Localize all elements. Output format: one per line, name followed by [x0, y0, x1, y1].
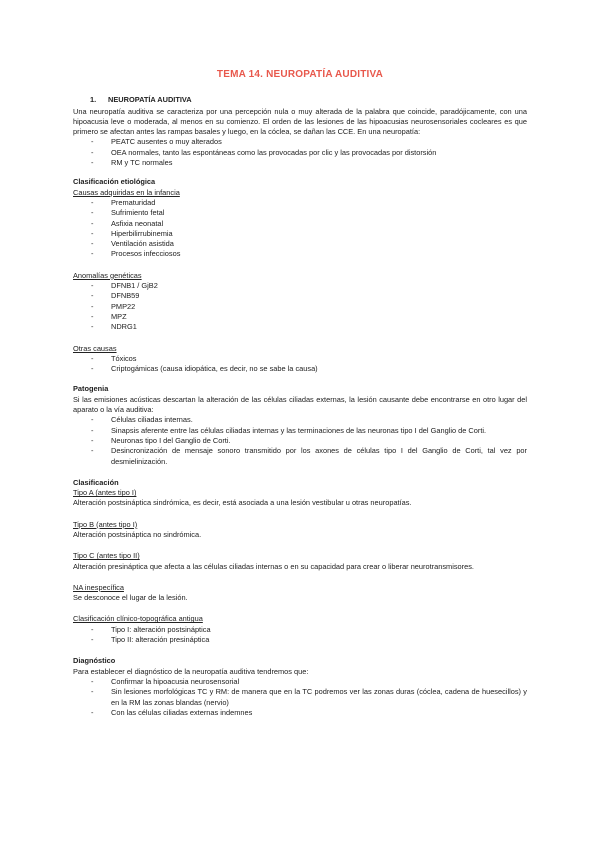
- genetic-list: [73, 281, 527, 332]
- type-b-heading: Tipo B (antes tipo I): [73, 519, 138, 529]
- section-heading: [90, 95, 527, 105]
- list-item: - Prematuridad: [91, 198, 527, 208]
- list-item: - RM y TC normales: [91, 158, 527, 168]
- diagnosis-paragraph: Para establecer el diagnóstico de la neuropatía auditiva tendremos que:: [73, 666, 309, 676]
- list-item: - Asfixia neonatal: [91, 219, 527, 229]
- list-item: - Tipo I: alteración postsináptica: [91, 625, 527, 635]
- list-item: - Procesos infecciosos: [91, 249, 527, 259]
- document-title: TEMA 14. NEUROPATÍA AUDITIVA: [216, 69, 384, 80]
- pathogenesis-list: [73, 415, 527, 466]
- na-heading: NA inespecífica: [73, 582, 124, 592]
- diagnosis-list: [73, 677, 527, 718]
- list-item: - Confirmar la hipoacusia neurosensorial: [91, 677, 527, 687]
- list-item: - NDRG1: [91, 322, 527, 332]
- old-classification-heading: Clasificación clínico-topográfica antigua: [73, 614, 203, 624]
- list-item: - Con las células ciliadas externas indemnes: [91, 708, 527, 718]
- section-number: 1.: [90, 95, 97, 105]
- list-item: - Sinapsis aferente entre las células ciliadas internas y las terminaciones de las neuronas tipo I del Ganglio de Corti.: [91, 426, 527, 436]
- type-b-text: Alteración postsináptica no sindrómica.: [73, 529, 202, 539]
- section-heading-text: NEUROPATÍA AUDITIVA: [108, 95, 192, 105]
- list-item: - PMP22: [91, 302, 527, 312]
- genetic-heading: Anomalías genéticas: [73, 270, 142, 280]
- list-item: - Neuronas tipo I del Ganglio de Corti.: [91, 436, 527, 446]
- type-a-heading: Tipo A (antes tipo I): [73, 488, 137, 498]
- na-text: Se desconoce el lugar de la lesión.: [73, 593, 188, 603]
- diagnosis-heading: Diagnóstico: [73, 656, 116, 666]
- pathogenesis-paragraph: Si las emisiones acústicas descartan la alteración de las células ciliadas externas, la lesión causante debe encontrarse en otro lugar del aparato o la vía auditiva:: [73, 394, 527, 415]
- intro-paragraph: Una neuropatía auditiva se caracteriza por una percepción nula o muy alterada de la palabra que coincide, paradójicamente, con una hipoacusia leve o moderada, al menos en su comienzo. El orden de las lesiones de las hipoacusias neurosensoriales cocleares es que primero se afectan antes las rampas basales y luego, en la cóclea, se dañan las CCE. En una neuropatía:: [73, 106, 527, 137]
- list-item: - Tipo II: alteración presináptica: [91, 635, 527, 645]
- classification-heading: Clasificación: [73, 477, 119, 487]
- other-causes-list: [73, 354, 527, 375]
- list-item: - Ventilación asistida: [91, 239, 527, 249]
- list-item: - DFNB59: [91, 291, 527, 301]
- neuropathy-list: [73, 137, 527, 168]
- list-item: - Sufrimiento fetal: [91, 208, 527, 218]
- acquired-heading: Causas adquiridas en la infancia: [73, 187, 180, 197]
- list-item: - Tóxicos: [91, 354, 527, 364]
- acquired-list: [73, 198, 527, 260]
- type-c-heading: Tipo C (antes tipo II): [73, 551, 140, 561]
- list-item: - PEATC ausentes o muy alterados: [91, 137, 527, 147]
- list-item: - Hiperbilirrubinemia: [91, 229, 527, 239]
- etiologic-heading: Clasificación etiológica: [73, 177, 156, 187]
- other-causes-heading: Otras causas: [73, 343, 117, 353]
- list-item: - MPZ: [91, 312, 527, 322]
- list-item: - Desincronización de mensaje sonoro transmitido por los axones de células tipo I del Ganglio de Corti, tal vez por desmielinización.: [91, 446, 527, 467]
- list-item: - OEA normales, tanto las espontáneas como las provocadas por clic y las provocadas por distorsión: [91, 148, 527, 158]
- list-item: - Criptogámicas (causa idiopática, es decir, no se sabe la causa): [91, 364, 527, 374]
- old-classification-list: [73, 625, 527, 646]
- type-a-text: Alteración postsináptica sindrómica, es decir, está asociada a una lesión vestibular u otras neuropatías.: [73, 498, 412, 508]
- list-item: - DFNB1 / GjB2: [91, 281, 527, 291]
- list-item: - Células ciliadas internas.: [91, 415, 527, 425]
- list-item: - Sin lesiones morfológicas TC y RM: de manera que en la TC podremos ver las zonas duras (cóclea, cadena de huesecillos) y en la RM las zonas blandas (nervio): [91, 687, 527, 708]
- pathogenesis-heading: Patogenia: [73, 384, 109, 394]
- type-c-text: Alteración presináptica que afecta a las células ciliadas internas o en su capacidad para crear o liberar neurotransmisores.: [73, 561, 474, 571]
